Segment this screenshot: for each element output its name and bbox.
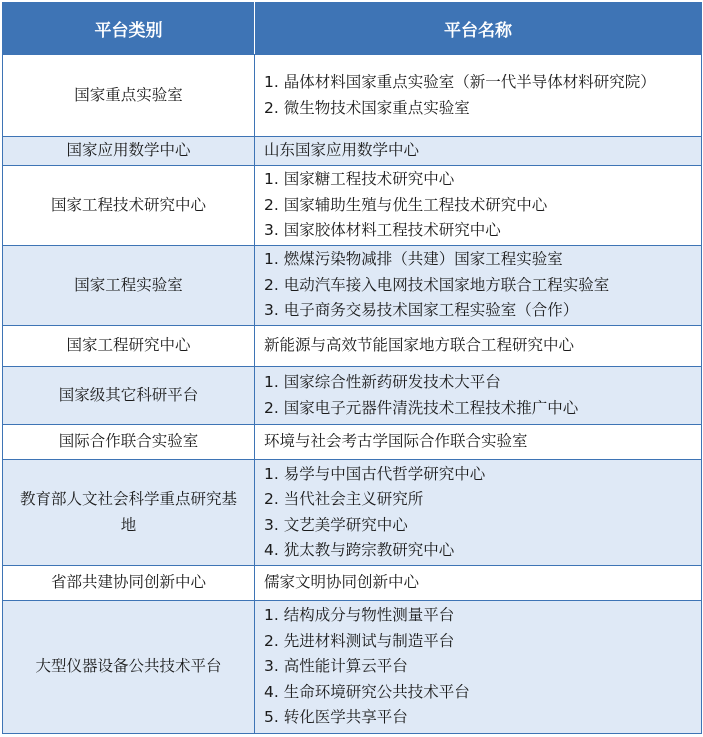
- platform-name: 1. 国家综合性新药研发技术大平台: [264, 373, 501, 391]
- header-category: 平台类别: [3, 3, 255, 55]
- names-cell: [255, 246, 702, 326]
- platform-name: 3. 高性能计算云平台: [264, 657, 408, 676]
- platform-name: 3. 国家胶体材料工程技术研究中心: [264, 221, 501, 240]
- names-cell: [255, 425, 702, 460]
- table-row: [3, 425, 702, 460]
- platform-name: 3. 文艺美学研究中心: [264, 515, 408, 534]
- platform-name: 1. 燃煤污染物减排（共建）国家工程实验室: [264, 250, 563, 269]
- names-cell: [255, 55, 702, 137]
- table-row: [3, 566, 702, 601]
- platform-name: 1. 易学与中国古代哲学研究中心: [264, 464, 486, 483]
- category-cell: 国家工程研究中心: [3, 326, 255, 367]
- table-row: [3, 601, 702, 734]
- platform-name: 山东国家应用数学中心: [264, 141, 420, 160]
- category-cell: 大型仪器设备公共技术平台: [3, 601, 255, 734]
- table-header-row: [3, 3, 702, 55]
- header-name: 平台名称: [255, 3, 702, 55]
- platform-name: 1. 结构成分与物性测量平台: [264, 606, 455, 625]
- platform-name: 2. 微生物技术国家重点实验室: [264, 98, 470, 117]
- platform-name: 4. 生命环境研究公共技术平台: [264, 682, 470, 701]
- category-cell: 省部共建协同创新中心: [3, 566, 255, 601]
- category-cell: 教育部人文社会科学重点研究基地: [3, 460, 255, 566]
- platform-name: 1. 晶体材料国家重点实验室（新一代半导体材料研究院）: [264, 73, 656, 91]
- category-cell: 国家工程实验室: [3, 246, 255, 326]
- category-cell: 国家重点实验室: [3, 55, 255, 137]
- platform-name: 3. 电子商务交易技术国家工程实验室（合作）: [264, 301, 579, 320]
- table-row: [3, 166, 702, 246]
- names-cell: [255, 601, 702, 734]
- category-cell: 国家级其它科研平台: [3, 367, 255, 425]
- table-row: [3, 367, 702, 425]
- category-cell: 国家工程技术研究中心: [3, 166, 255, 246]
- table-row: [3, 137, 702, 166]
- platform-name: 环境与社会考古学国际合作联合实验室: [264, 432, 528, 451]
- platform-name: 2. 当代社会主义研究所: [264, 490, 424, 508]
- platform-name: 儒家文明协同创新中心: [264, 573, 420, 592]
- names-cell: [255, 367, 702, 425]
- platform-table: [2, 2, 702, 734]
- names-cell: [255, 566, 702, 601]
- table-row: [3, 55, 702, 137]
- platform-name: 2. 先进材料测试与制造平台: [264, 631, 455, 650]
- platform-name: 4. 犹太教与跨宗教研究中心: [264, 541, 455, 559]
- platform-name: 2. 国家电子元器件清洗技术工程技术推广中心: [264, 398, 579, 417]
- category-cell: 国际合作联合实验室: [3, 425, 255, 460]
- table-row: [3, 246, 702, 326]
- names-cell: [255, 137, 702, 166]
- platform-name: 2. 国家辅助生殖与优生工程技术研究中心: [264, 195, 548, 214]
- platform-name: 5. 转化医学共享平台: [264, 708, 408, 727]
- names-cell: [255, 326, 702, 367]
- category-cell: 国家应用数学中心: [3, 137, 255, 166]
- table-row: [3, 460, 702, 566]
- platform-name: 新能源与高效节能国家地方联合工程研究中心: [264, 336, 575, 355]
- table-row: [3, 326, 702, 367]
- names-cell: [255, 166, 702, 246]
- platform-name: 1. 国家糖工程技术研究中心: [264, 170, 455, 189]
- names-cell: [255, 460, 702, 566]
- platform-name: 2. 电动汽车接入电网技术国家地方联合工程实验室: [264, 275, 610, 294]
